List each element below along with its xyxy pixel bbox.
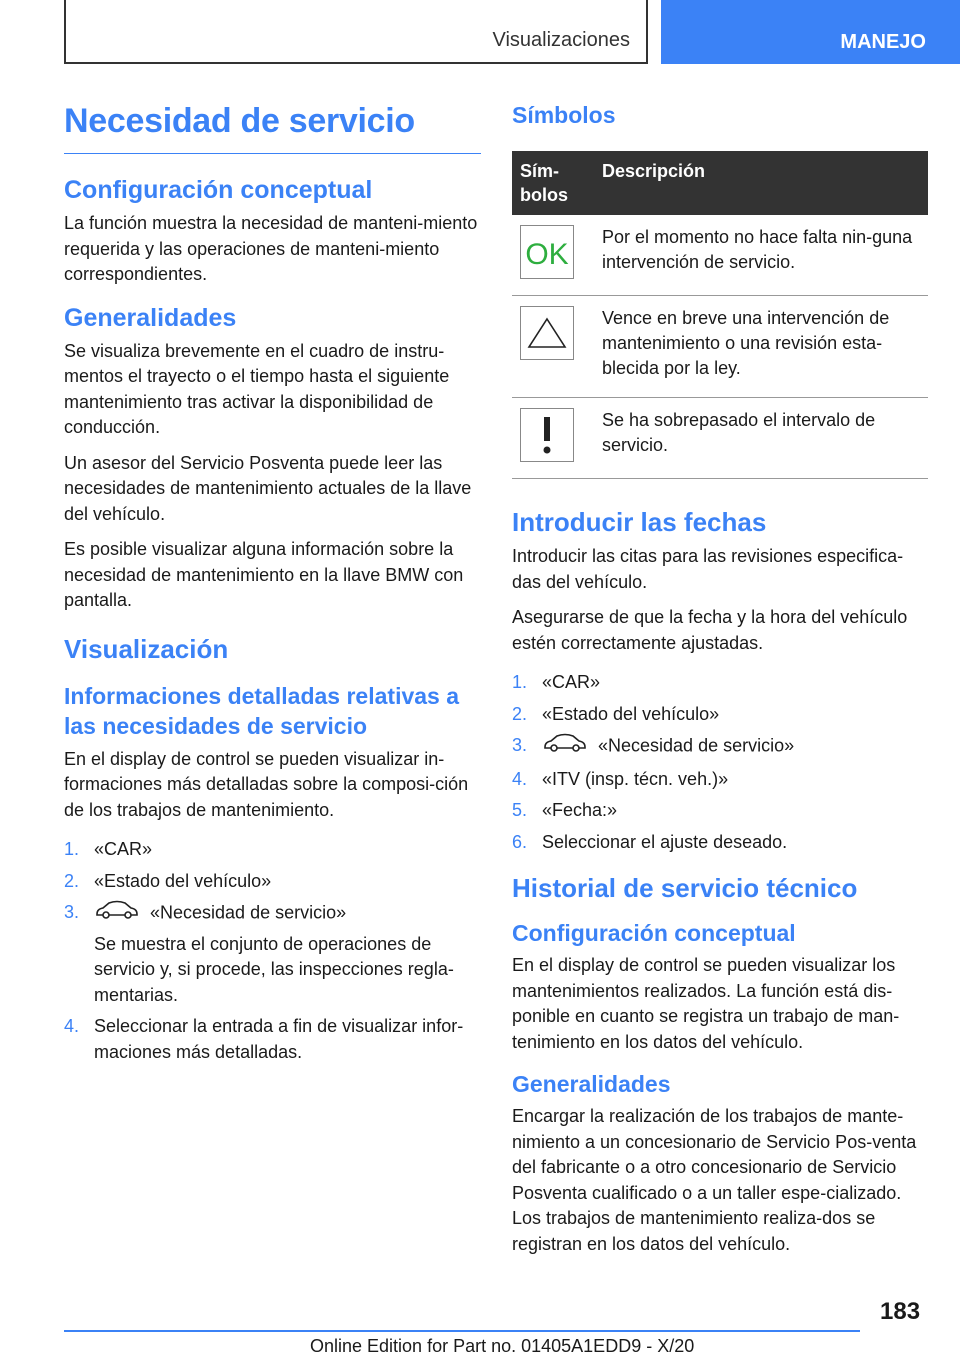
ok-icon: [520, 225, 574, 279]
config-heading: Configuración conceptual: [64, 176, 373, 204]
table-header-symbols: Sím-bolos: [512, 151, 594, 215]
list-item: 4. Seleccionar la entrada a fin de visualizar infor-maciones más detalladas.: [64, 1016, 464, 1062]
list-item: 3. «Necesidad de servicio» Se muestra el conjunto de operaciones de servicio y, si procede, las inspecciones regla-mentarias.: [64, 902, 454, 1005]
dates-heading: Introducir las fechas: [512, 507, 767, 537]
history-config-text: En el display de control se pueden visualizar los mantenimientos realizados. La función está dis-ponible en cuanto se registra un trabajo de man-tenimiento en los datos del vehículo.: [512, 955, 900, 1052]
list-item: 3. «Necesidad de servicio»: [512, 733, 928, 761]
row-description: Se ha sobrepasado el intervalo de servicio.: [594, 398, 928, 479]
dates-paragraph-2: Asegurarse de que la fecha y la hora del vehículo estén correctamente ajustadas.: [512, 607, 908, 653]
list-item: 2. «Estado del vehículo»: [64, 870, 272, 891]
symbols-heading: Símbolos: [512, 102, 616, 128]
row-description: Por el momento no hace falta nin-guna intervención de servicio.: [594, 215, 928, 296]
exclamation-icon: [520, 408, 574, 462]
list-item: 1. «CAR»: [64, 839, 153, 859]
row-description: Vence en breve una intervención de mantenimiento o una revisión esta-blecida por la ley.: [594, 296, 928, 398]
car-service-icon: [94, 900, 140, 928]
car-service-icon: [542, 733, 588, 761]
config-text: La función muestra la necesidad de manteni-miento requerida y las operaciones de manteni-miento correspondientes.: [64, 213, 478, 284]
list-item: 1. «CAR»: [512, 672, 601, 692]
history-heading: Historial de servicio técnico: [512, 873, 858, 903]
page-title: Necesidad de servicio: [64, 102, 481, 154]
left-column: [64, 96, 481, 1075]
footer-divider: [64, 1330, 860, 1332]
detailed-info-text: En el display de control se pueden visualizar in-formaciones más detalladas sobre la composi-ción de los trabajos de mantenimiento.: [64, 748, 469, 820]
detailed-info-heading: Informaciones detalladas relativas a las necesidades de servicio: [64, 682, 460, 739]
warning-triangle-icon: [520, 306, 574, 360]
list-item: 5. «Fecha:»: [512, 800, 618, 820]
header-section-title: Visualizaciones: [492, 29, 630, 51]
footer-edition: Online Edition for Part no. 01405A1EDD9 - X/20: [310, 1336, 695, 1356]
general-paragraph-1: Se visualiza brevemente en el cuadro de instru-mentos el trayecto o el tiempo hasta el siguiente mantenimiento tras activar la disponibilidad de conducción.: [64, 340, 450, 437]
table-row: [512, 215, 928, 296]
left-steps-list: [64, 837, 481, 1065]
header-section-box: [64, 0, 648, 64]
list-item: 4. «ITV (insp. técn. veh.)»: [512, 768, 729, 789]
svg-text:OK: OK: [525, 238, 569, 271]
table-header-description: Descripción: [594, 151, 928, 215]
list-item: 6. Seleccionar el ajuste deseado.: [512, 831, 788, 852]
symbols-table: [512, 151, 928, 479]
visualization-heading: Visualización: [64, 633, 229, 664]
general-paragraph-3: Es posible visualizar alguna información sobre la necesidad de mantenimiento en la llave BMW con pantalla.: [64, 539, 464, 610]
table-header-row: [512, 151, 928, 215]
right-steps-list: [512, 670, 928, 855]
history-general-heading: Generalidades: [512, 1071, 671, 1097]
dates-paragraph-1: Introducir las citas para las revisiones especifica-das del vehículo.: [512, 546, 904, 592]
general-paragraph-2: Un asesor del Servicio Posventa puede leer las necesidades de mantenimiento actuales de la llave del vehículo.: [64, 452, 472, 524]
table-row: [512, 398, 928, 479]
list-item: 2. «Estado del vehículo»: [512, 703, 720, 724]
history-general-text: Encargar la realización de los trabajos de mante-nimiento a un concesionario de Servicio Pos-venta del fabricante o a otro concesionario de Servicio Posventa cualificado o a un taller espe-cializado. Los trabajos de mantenimiento realiza-dos se registran en los datos del vehículo.: [512, 1106, 917, 1254]
history-config-heading: Configuración conceptual: [512, 920, 796, 946]
header-chapter-tab: [661, 0, 960, 64]
general-heading: Generalidades: [64, 303, 237, 332]
header-chapter-title: MANEJO: [840, 31, 926, 53]
right-column: [512, 96, 928, 1267]
page-number: 183: [880, 1298, 921, 1325]
table-row: [512, 296, 928, 398]
